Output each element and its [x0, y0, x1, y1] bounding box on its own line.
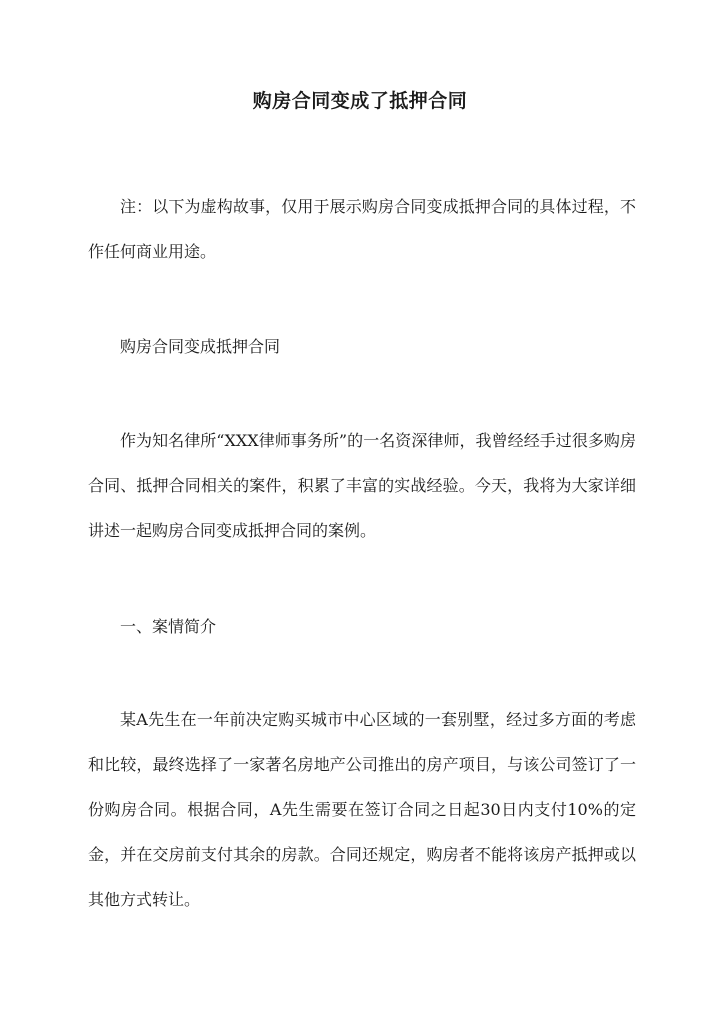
section-heading-case-summary: 一、案情简介	[120, 617, 217, 636]
document-title: 购房合同变成了抵押合同	[252, 90, 468, 112]
disclaimer-note: 注：以下为虚构故事，仅用于展示购房合同变成抵押合同的具体过程，不作任何商业用途。	[88, 197, 636, 261]
case-summary-paragraph: 某A先生在一年前决定购买城市中心区域的一套别墅，经过多方面的考虑和比较，最终选择了一家著名房地产公司推出的房产项目，与该公司签订了一份购房合同。根据合同，A先生需要在签订合同之日起30日内支付10%的定金，并在交房前支付其余的房款。合同还规定，购房者不能将该房产抵押或以其他方式转让。	[88, 710, 636, 909]
intro-paragraph: 作为知名律所“XXX律师事务所”的一名资深律师，我曾经经手过很多购房合同、抵押合同相关的案件，积累了丰富的实战经验。今天，我将为大家详细讲述一起购房合同变成抵押合同的案例。	[88, 431, 636, 540]
subtitle: 购房合同变成抵押合同	[120, 337, 281, 356]
